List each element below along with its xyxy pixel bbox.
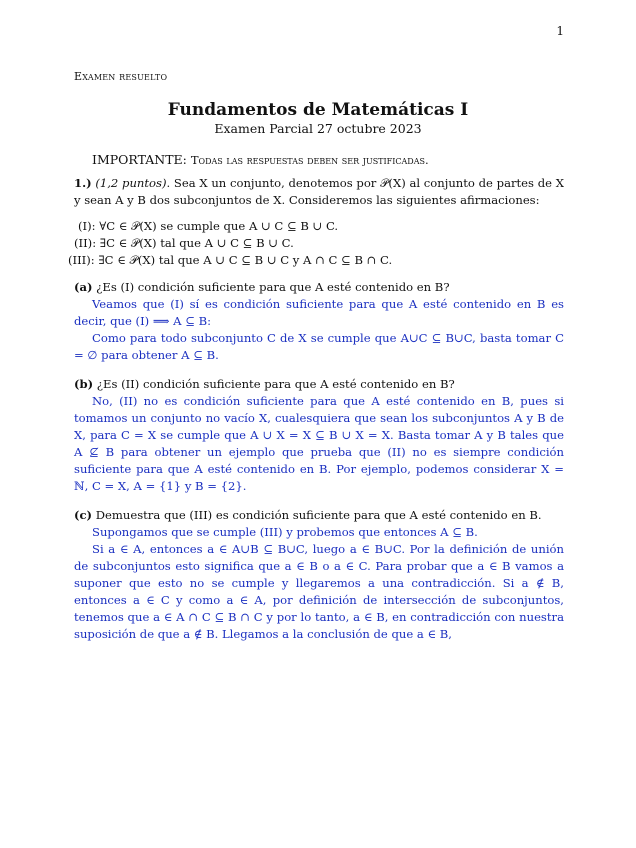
part-a-label: (a) (74, 280, 93, 294)
part-b-question-text: ¿Es (II) condición suficiente para que A esté contenido en B? (96, 377, 455, 391)
part-c-answer-2: Si a ∈ A, entonces a ∈ A∪B ⊆ B∪C, luego a ∈ B∪C. Por la definición de unión de subconjuntos esto significa que a ∈ B o a ∈ C. Para probar que a ∈ B vamos a suponer que esto no se cumple y llegaremos a una contradicción. Si a ∉ B, entonces a ∈ C y como a ∈ A, por definición de intersección de subconjuntos, tenemos que a ∈ A ∩ C ⊆ B ∩ C y por lo tanto, a ∈ B, en contradicción con nuestra suposición de que a ∉ B. Llegamos a la conclusión de que a ∈ B, (74, 542, 564, 641)
document-subtitle: Examen Parcial 27 octubre 2023 (214, 121, 422, 136)
statement-i: (I): ∀C ∈ 𝒫(X) se cumple que A ∪ C ⊆ B ∪ C. (78, 219, 339, 233)
part-a-question-text: ¿Es (I) condición suficiente para que A esté contenido en B? (96, 280, 450, 294)
part-b-label: (b) (74, 377, 94, 391)
problem-statement (74, 175, 564, 209)
problem-points: (1,2 puntos) (95, 176, 167, 190)
part-b-answer: No, (II) no es condición suficiente para que A esté contenido en B, pues si tomamos un conjunto no vacío X, cualesquiera que sean los subconjuntos A y B de X, para C = X se cumple que A ∪ X = X ⊆ B ∪ X = X. Basta tomar A y B tales que A ⊈ B para obtener un ejemplo que prueba que (II) no es siempre condición suficiente para que A esté contenido en B. Por ejemplo, podemos considerar X = ℕ, C = X, A = {1} y B = {2}. (74, 394, 564, 493)
important-text: Todas las respuestas deben ser justificadas. (190, 153, 429, 167)
part-b-question (74, 376, 564, 393)
part-a-answer-1: Veamos que (I) sí es condición suficiente para que A esté contenido en B es decir, que (I) ⟹ A ⊆ B: (74, 297, 564, 328)
part-c-question (74, 507, 564, 524)
spacer (74, 495, 564, 507)
statement-ii: (II): ∃C ∈ 𝒫(X) tal que A ∪ C ⊆ B ∪ C. (74, 236, 294, 250)
page-number: 1 (556, 24, 564, 38)
part-a-answer-2: Como para todo subconjunto C de X se cumple que A∪C ⊆ B∪C, basta tomar C = ∅ para obtener A ⊆ B. (74, 331, 564, 362)
running-header: Examen resuelto (74, 70, 168, 83)
problem-number: 1.) (74, 176, 92, 190)
important-note (92, 152, 429, 167)
part-a-question (74, 279, 564, 296)
spacer (74, 364, 564, 376)
important-label: IMPORTANTE: (92, 152, 187, 167)
part-c-question-text: Demuestra que (III) es condición suficiente para que A esté contenido en B. (95, 508, 542, 522)
statement-iii: (III): ∃C ∈ 𝒫(X) tal que A ∪ C ⊆ B ∪ C y A ∩ C ⊆ B ∩ C. (68, 253, 393, 267)
exam-body (68, 175, 564, 643)
problem-intro: . Sea X un conjunto, denotemos por 𝒫(X) al conjunto de partes de X y sean A y B dos subconjuntos de X. Consideremos las siguientes afirmaciones: (74, 176, 564, 207)
part-c-label: (c) (74, 508, 93, 522)
part-c-answer-1: Supongamos que se cumple (III) y probemos que entonces A ⊆ B. (92, 525, 478, 539)
document-title: Fundamentos de Matemáticas I (167, 100, 469, 120)
